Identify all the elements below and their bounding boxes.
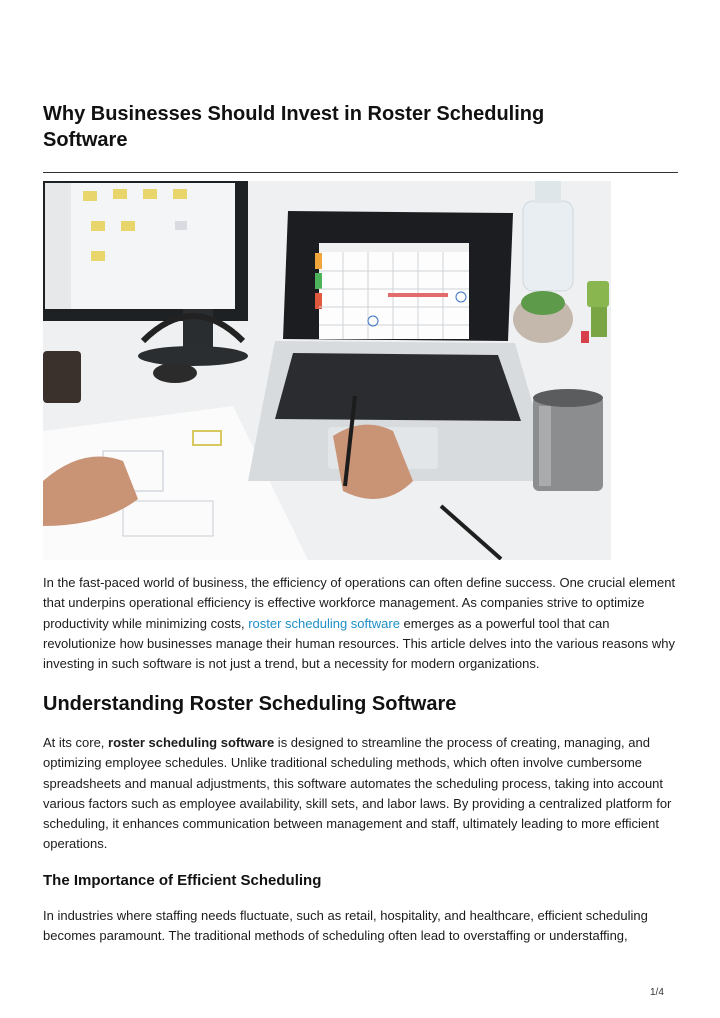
article-title: Why Businesses Should Invest in Roster Scheduling Software: [43, 103, 545, 151]
intro-text-start: In the fast-paced world of business, the efficiency of operations can often define success. One crucial element that underpins operational efficiency is effective workforce management. As companies strive to optimize productivity while minimizing costs,: [43, 575, 676, 631]
understanding-text-end: is designed to streamline the process of creating, managing, and optimizing employee schedules. Unlike traditional scheduling methods, which often involve cumbersome spreadsheets and manual adjustments, this software automates the scheduling process, taking into account various factors such as employee availability, skill sets, and labor laws. By providing a centralized platform for scheduling, it enhances communication between management and staff, ultimately leading to more efficient operations.: [43, 735, 672, 852]
intro-text-end: emerges as a powerful tool that can revolutionize how businesses manage their human resources. This article delves into the various reasons why investing in such software is not just a trend, but a necessity for modern organizations.: [43, 615, 676, 672]
understanding-bold-term: roster scheduling software: [108, 735, 275, 750]
section-heading-importance: The Importance of Efficient Scheduling: [43, 872, 322, 889]
page-number: 1/4: [650, 987, 664, 998]
roster-scheduling-software-link[interactable]: roster scheduling software: [248, 615, 400, 631]
hero-image: [43, 181, 611, 560]
importance-paragraph: In industries where staffing needs fluctuate, such as retail, hospitality, and healthcare, efficient scheduling becomes paramount. The traditional methods of scheduling often lead to overstaffing or understaffing,: [43, 908, 648, 944]
understanding-text-start: At its core,: [43, 735, 109, 750]
title-divider: [43, 172, 678, 173]
section-heading-understanding: Understanding Roster Scheduling Software: [43, 693, 457, 715]
intro-paragraph: [43, 573, 679, 674]
understanding-paragraph: [43, 733, 679, 855]
